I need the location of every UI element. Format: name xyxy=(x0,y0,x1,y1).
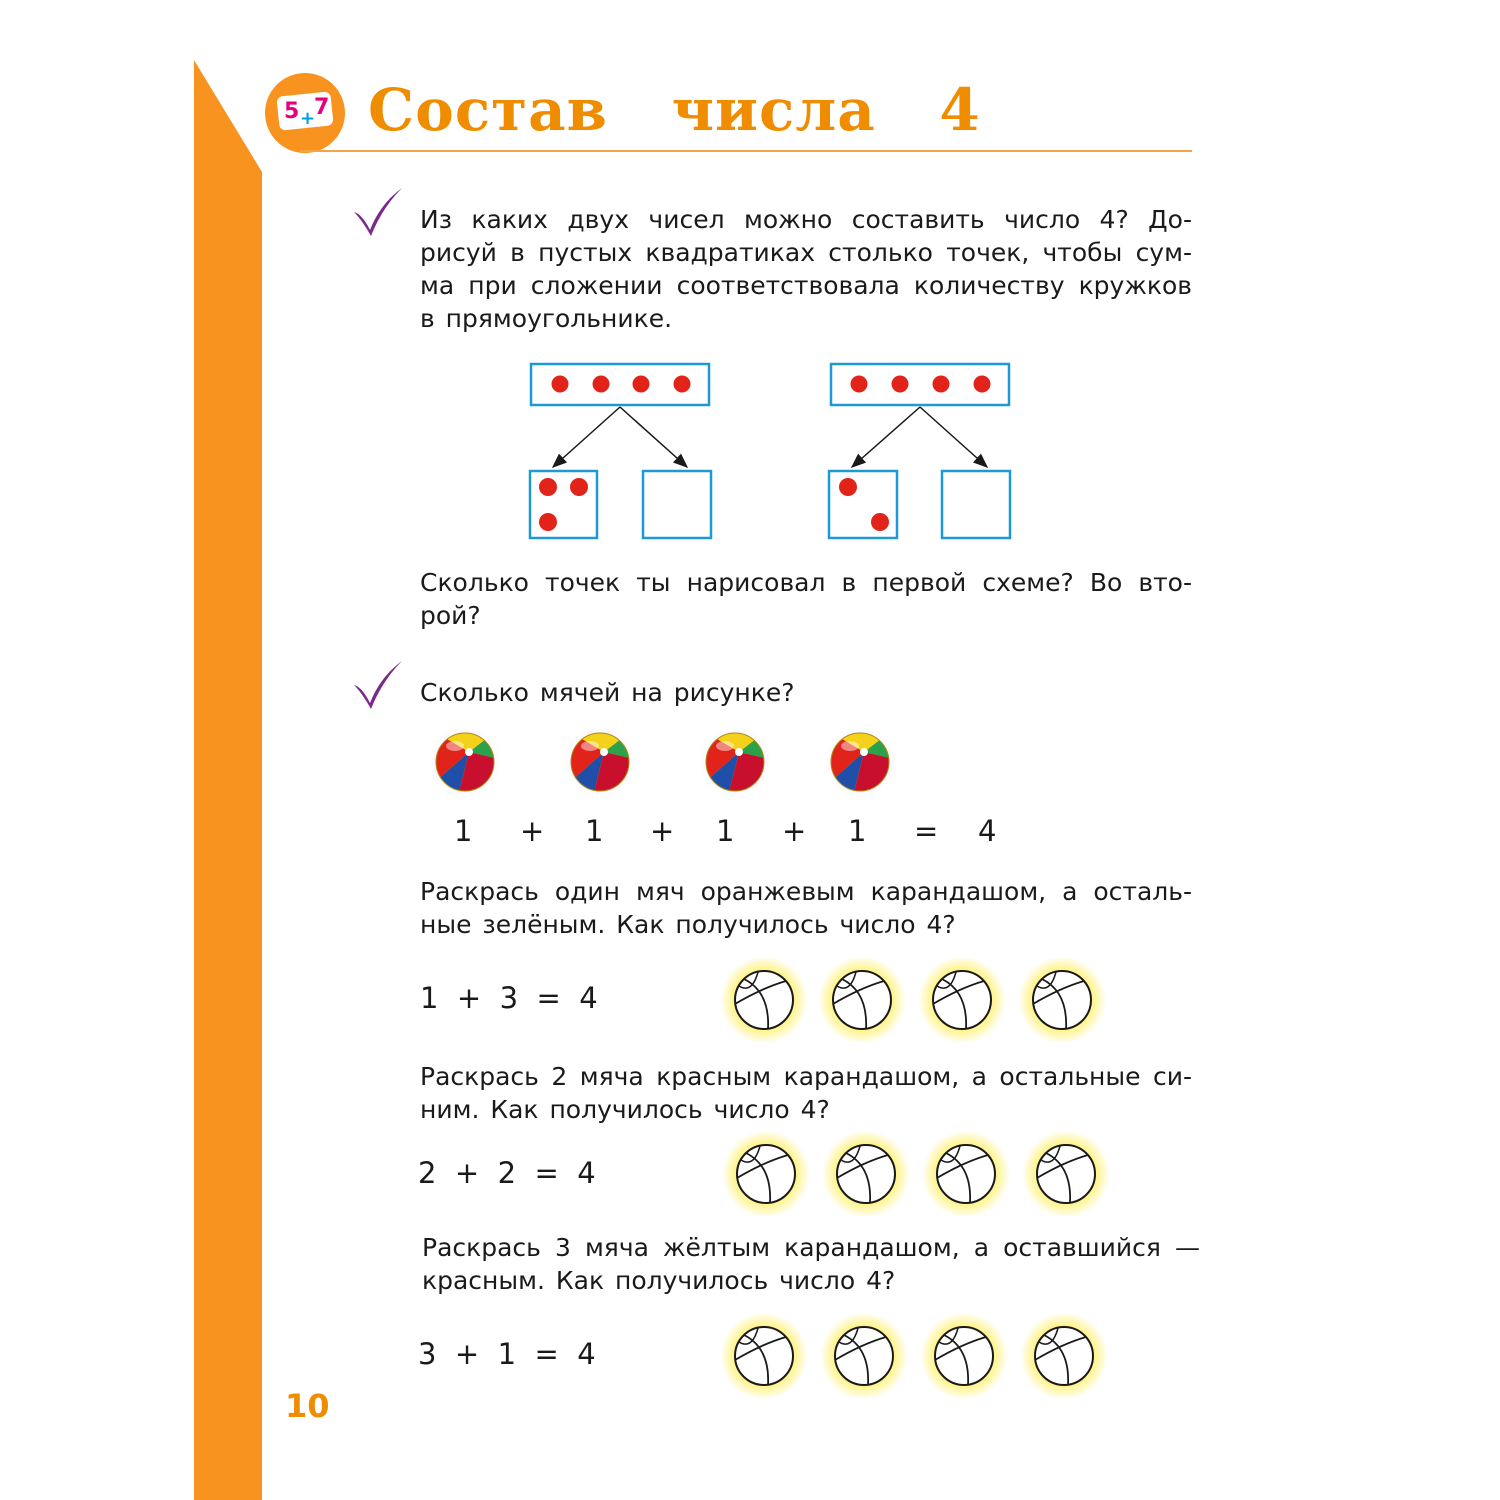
exercise-3-line-1: Раскрась 3 мяча жёлтым карандашом, а оставшийся — xyxy=(422,1233,1200,1262)
outline-ball-icon[interactable] xyxy=(818,958,906,1042)
scheme-2-top-dot xyxy=(933,376,950,393)
equation-token: + xyxy=(520,814,545,848)
logo-plus: + xyxy=(300,108,316,129)
scheme-2-top-dot xyxy=(974,376,991,393)
outline-ball-icon[interactable] xyxy=(918,958,1006,1042)
scheme-2-left-box xyxy=(829,471,897,538)
exercise-3-balls xyxy=(716,1314,1116,1398)
scheme-1-top-dot xyxy=(593,376,610,393)
equation-token: = xyxy=(914,814,939,848)
equation-token: 4 xyxy=(978,814,997,848)
scheme-2-right-box[interactable] xyxy=(942,471,1010,538)
exercise-2-balls xyxy=(718,1132,1118,1216)
outline-ball-icon[interactable] xyxy=(820,1314,908,1398)
scheme-2-arrow-left xyxy=(852,407,920,467)
exercise-1-balls xyxy=(716,958,1116,1042)
outline-ball-icon[interactable] xyxy=(720,1314,808,1398)
exercise-1-line-1: Раскрась один мяч оранжевым карандашом, а осталь- xyxy=(420,877,1192,906)
outline-ball-icon[interactable] xyxy=(920,1314,1008,1398)
exercise-3-line-2: красным. Как получилось число 4? xyxy=(422,1266,896,1295)
equation-token: 1 xyxy=(716,814,735,848)
beach-ball-icon xyxy=(562,726,638,800)
scheme-1-top-dot xyxy=(552,376,569,393)
task1-line-3: ма при сложении соответствовала количеству кружков xyxy=(420,271,1192,300)
outline-ball-icon[interactable] xyxy=(1020,1314,1108,1398)
sum-logo-icon xyxy=(264,72,346,154)
task1-question-line-2: рой? xyxy=(420,601,481,630)
equation-token: + xyxy=(650,814,675,848)
beach-balls-row xyxy=(430,726,910,806)
scheme-1-top-dot xyxy=(633,376,650,393)
title-word-2: числа xyxy=(671,76,876,144)
task2-question: Сколько мячей на рисунке? xyxy=(420,678,795,707)
exercise-3-equation: 3 + 1 = 4 xyxy=(418,1337,596,1371)
outline-ball-icon[interactable] xyxy=(720,958,808,1042)
equation-token: 1 xyxy=(454,814,473,848)
checkmark-icon xyxy=(350,659,406,711)
side-bar xyxy=(0,0,262,1500)
beach-ball-icon xyxy=(430,726,503,800)
exercise-1-equation: 1 + 3 = 4 xyxy=(420,981,598,1015)
scheme-2-top-dot xyxy=(892,376,909,393)
exercise-2-equation: 2 + 2 = 4 xyxy=(418,1156,596,1190)
page-number: 10 xyxy=(285,1387,330,1425)
beach-ball-icon xyxy=(697,726,773,800)
scheme-2-arrow-right xyxy=(920,407,987,467)
title-word-1: Состав xyxy=(368,76,608,144)
page-title xyxy=(368,76,981,144)
logo-digit-5: 5 xyxy=(284,99,300,124)
logo-digit-7: 7 xyxy=(314,95,330,120)
equation-token: 1 xyxy=(585,814,604,848)
scheme-1-left-dot xyxy=(570,478,588,496)
beach-ball-icon xyxy=(822,726,898,800)
exercise-1-line-2: ные зелёным. Как получилось число 4? xyxy=(420,910,956,939)
outline-ball-icon[interactable] xyxy=(722,1132,810,1216)
scheme-2-top-dot xyxy=(851,376,868,393)
title-underline xyxy=(300,150,1192,152)
exercise-2-line-2: ним. Как получилось число 4? xyxy=(420,1095,830,1124)
scheme-1-arrow-left xyxy=(553,407,620,467)
scheme-2 xyxy=(829,364,1010,538)
scheme-1-left-dot xyxy=(539,513,557,531)
scheme-1-arrow-right xyxy=(620,407,687,467)
task1-line-1: Из каких двух чисел можно составить число 4? До- xyxy=(420,205,1192,234)
task1-line-4: в прямоугольнике. xyxy=(420,304,673,333)
outline-ball-icon[interactable] xyxy=(1018,958,1106,1042)
scheme-1-top-dot xyxy=(674,376,691,393)
outline-ball-icon[interactable] xyxy=(1022,1132,1110,1216)
title-word-3: 4 xyxy=(939,76,981,144)
outline-ball-icon[interactable] xyxy=(822,1132,910,1216)
scheme-1-right-box[interactable] xyxy=(643,471,711,538)
checkmark-icon xyxy=(350,186,406,238)
equation-token: 1 xyxy=(848,814,867,848)
outline-ball-icon[interactable] xyxy=(922,1132,1010,1216)
equation-token: + xyxy=(782,814,807,848)
dot-schemes xyxy=(520,355,1020,545)
task1-line-2: рисуй в пустых квадратиках столько точек, чтобы сум- xyxy=(420,238,1192,267)
scheme-1 xyxy=(530,364,711,538)
scheme-1-left-dot xyxy=(539,478,557,496)
task1-question-line-1: Сколько точек ты нарисовал в первой схеме? Во вто- xyxy=(420,568,1192,597)
scheme-1-left-box xyxy=(530,471,597,538)
scheme-2-left-dot xyxy=(871,513,889,531)
exercise-2-line-1: Раскрась 2 мяча красным карандашом, а остальные си- xyxy=(420,1062,1192,1091)
scheme-2-left-dot xyxy=(839,478,857,496)
